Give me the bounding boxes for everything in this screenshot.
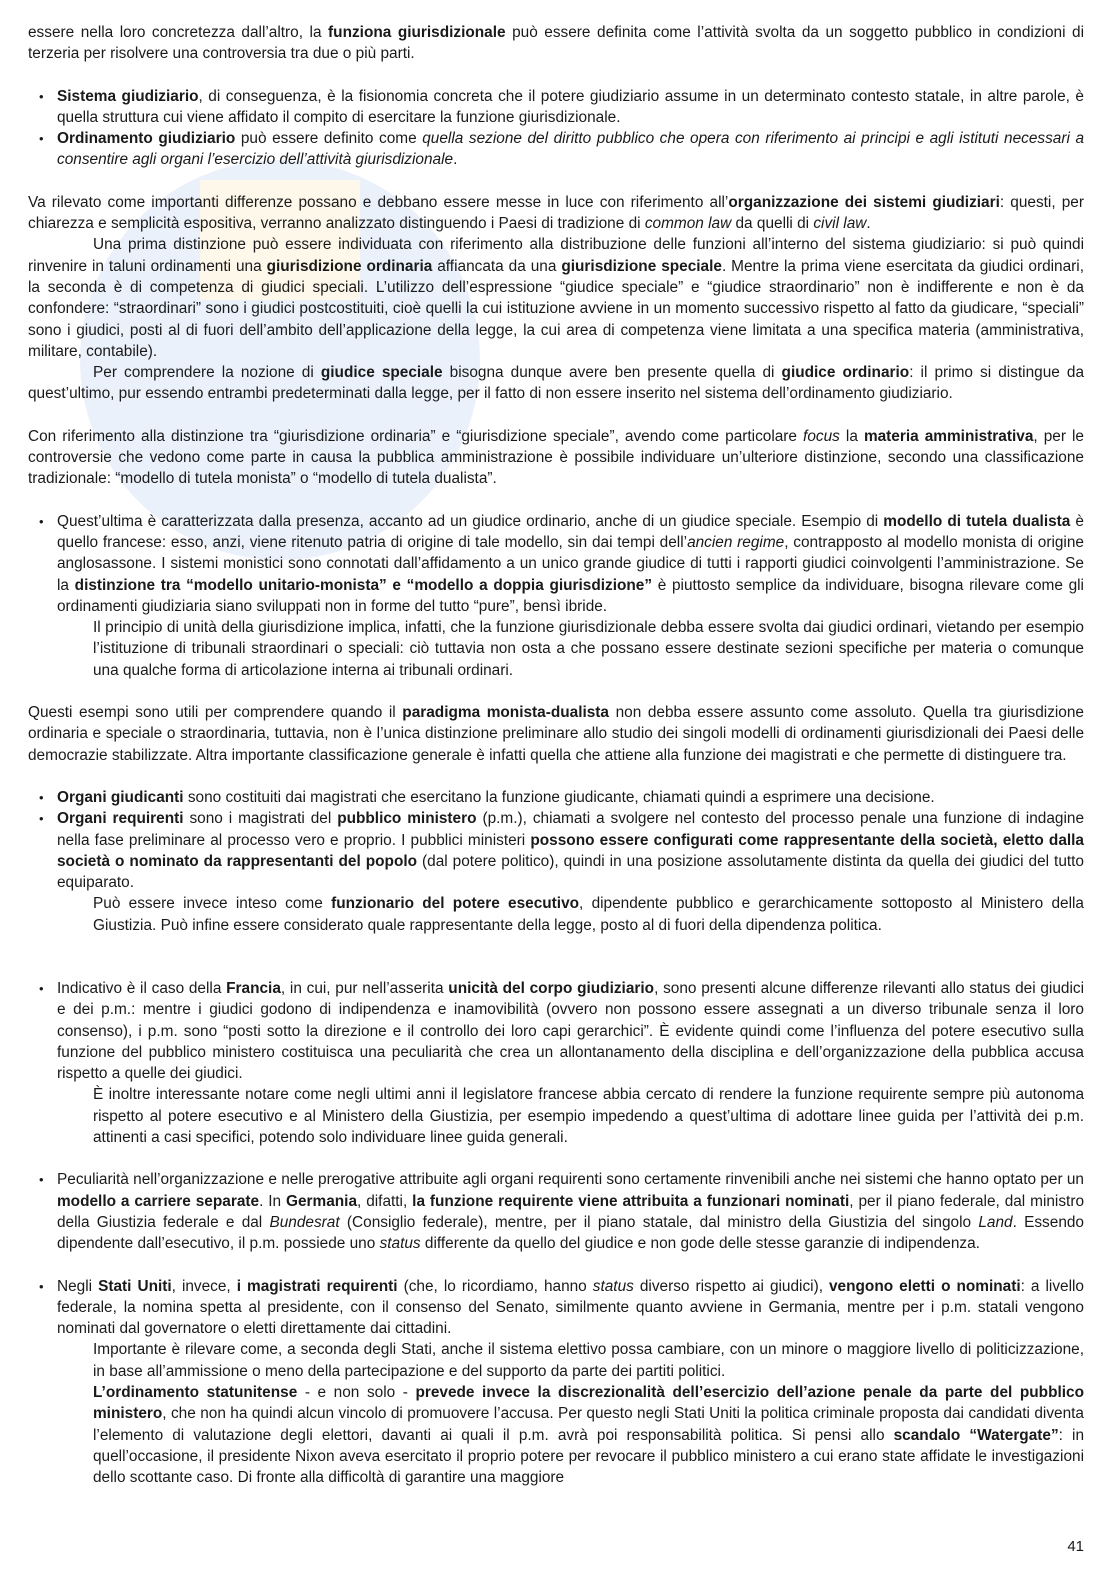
bold-text: Ordinamento giudiziario: [57, 130, 236, 148]
list-item: • Indicativo è il caso della Francia, in cui, pur nell’asserita unicità del corpo giudiziario, sono presenti alcune differenze rilevanti allo status dei giudici e dei p.m.: mentre i giudici godono di indipendenza e inamovibilità (ovvero non possono essere assegnati a un diverso tribunale senza il loro consenso), i p.m. sono “posti sotto la direzione e il controllo dei loro capi gerarchici”. È evidente quindi come l’influenza del potere esecutivo sulla funzione del pubblico ministero costituisca una peculiarità che crea un allontanamento della disciplina e dell’organizzazione della pubblica accusa rispetto a quelle dei giudici.: [39, 979, 1084, 1083]
bold-text: materia amministrativa: [863, 427, 1034, 445]
intro-paragraph: essere nella loro concretezza dall’altro, la funziona giurisdizionale può essere definita come l’attività svolta da un soggetto pubblico in condizioni di terzeria per risolvere una controversia tra due o più parti.: [28, 24, 1084, 63]
germania-list: [28, 1169, 1084, 1254]
bold-text: scandalo “Watergate”: [893, 1426, 1059, 1444]
bullet-icon: •: [39, 88, 44, 104]
italic-text: Bundesrat: [269, 1213, 340, 1231]
bold-text: pubblico ministero: [337, 810, 477, 828]
paragraph-paradigma: Questi esempi sono utili per comprendere quando il paradigma monista-dualista non debba essere assunto come assoluto. Quella tra giurisdizione ordinaria e speciale o straordinaria, tuttavia, non è l’unica distinzione preliminare allo studio dei singoli modelli di ordinamenti giurisdizionali dei Paesi delle democrazie stabilizzate. Altra importante classificazione generale è infatti quella che attiene alla funzione dei magistrati e che permette di distinguere tra.: [28, 704, 1084, 764]
italic-text: status: [379, 1235, 421, 1253]
organi-list: [28, 787, 1084, 893]
italic-text: ancien regime: [687, 533, 785, 551]
sub-paragraph-francia: È inoltre interessante notare come negli ultimi anni il legislatore francese abbia cercato di rendere la funzione requirente sempre più autonoma rispetto al potere esecutivo e al Ministero della Giustizia, per esempio impedendo a quest’ultima di adottare linee guida per l’attività dei p.m. attinenti a casi specifici, potendo solo individuare linee guida generali.: [93, 1086, 1084, 1147]
bold-text: giudice speciale: [320, 364, 443, 382]
bold-text: modello a carriere separate: [57, 1192, 260, 1210]
bullet-icon: •: [39, 789, 44, 805]
bold-text: vengono eletti o nominati: [829, 1277, 1021, 1295]
bold-text: Germania: [286, 1192, 358, 1210]
italic-text: civil law: [813, 215, 867, 233]
list-item: • Ordinamento giudiziario può essere definito come quella sezione del diritto pubblico che opera con riferimento ai principi e agli istituti necessari a consentire agli organi l’esercizio dell’attività giurisdizionale.: [39, 130, 1085, 169]
paragraph-materia-amministrativa: Con riferimento alla distinzione tra “giurisdizione ordinaria” e “giurisdizione speciale”, avendo come particolare focus la materia amministrativa, per le controversie che vedono come parte in causa la pubblica amministrazione è possibile individuare un’ulteriore distinzione, secondo una classificazione tradizionale: “modello di tutela monista” o “modello di tutela dualista”.: [28, 427, 1084, 488]
italic-text: quella sezione del diritto pubblico che opera con riferimento ai principi e agli istituti necessari a consentire agli organi l’esercizio dell’attività giurisdizionale: [57, 130, 1085, 169]
list-item: • Sistema giudiziario, di conseguenza, è la fisionomia concreta che il potere giudiziario assume in un determinato contesto statale, in altre parole, è quella struttura cui viene affidato il compito di esercitare la funzione giurisdizionale.: [39, 87, 1084, 126]
bold-text: Organi giudicanti: [57, 788, 184, 806]
bold-text: paradigma monista-dualista: [402, 704, 609, 722]
document-page: [28, 22, 1084, 1489]
bold-text: modello di tutela dualista: [883, 512, 1071, 530]
bold-text: funziona giurisdizionale: [328, 24, 506, 41]
list-item: • Negli Stati Uniti, invece, i magistrati requirenti (che, lo ricordiamo, hanno status diverso rispetto ai giudici), vengono eletti o nominati: a livello federale, la nomina spetta al presidente, con il consenso del Senato, similmente quanto avviene in Germania, mentre per i p.m. statali vengono nominati dal governatore o eletti direttamente dai cittadini.: [39, 1277, 1084, 1338]
paragraph-distinzione: Una prima distinzione può essere individuata con riferimento alla distribuzione delle funzioni all’interno del sistema giudiziario: si può quindi rinvenire in taluni ordinamenti una giurisdizione ordinaria affiancata da una giurisdizione speciale. Mentre la prima viene esercitata da giudici ordinari, la seconda è di competenza di giudici speciali. L’utilizzo dell’espressione “giudice speciale” e “giudice straordinario” non è indifferente e non è da confondere: “straordinari” sono i giudici postcostituiti, cioè quelli la cui istituzione avviene in un momento successivo rispetto al fatto da giudicare, “speciali” sono i giudici, posti al di fuori dell’ambito dell’applicazione della legge, la cui area di competenza viene limitata a una specifica materia (amministrativa, militare, contabile).: [28, 236, 1084, 360]
italic-text: status: [592, 1277, 634, 1295]
stati-uniti-list: [28, 1276, 1084, 1340]
bold-text: funzionario del potere esecutivo: [331, 895, 580, 913]
italic-text: focus: [803, 427, 840, 445]
list-item: • Organi giudicanti sono costituiti dai magistrati che esercitano la funzione giudicante, chiamati quindi a esprimere una decisione.: [28, 787, 1084, 808]
paragraph-organizzazione: Va rilevato come importanti differenze possano e debbano essere messe in luce con riferimento all’organizzazione dei sistemi giudiziari: questi, per chiarezza e semplicità espositiva, verranno analizzato distinguendo i Paesi di tradizione di common law da quelli di civil law.: [28, 193, 1084, 233]
bold-text: Sistema giudiziario: [57, 87, 199, 105]
bold-text: i magistrati requirenti: [236, 1277, 398, 1295]
bold-text: la funzione requirente viene attribuita a funzionari nominati: [412, 1192, 850, 1210]
bold-text: organizzazione dei sistemi giudiziari: [728, 193, 1000, 211]
list-item: • Organi requirenti sono i magistrati del pubblico ministero (p.m.), chiamati a svolgere nel contesto del processo penale una funzione di indagine nella fase preliminare al processo vero e proprio. I pubblici ministeri possono essere configurati come rappresentante della società, eletto dalla società o nominato da rappresentanti del popolo (dal potere politico), quindi in una posizione assolutamente distinta da quella dei giudici del tutto equiparato.: [39, 810, 1084, 892]
bold-text: unicità del corpo giudiziario: [448, 979, 655, 997]
page-number: 41: [1067, 1538, 1084, 1555]
bold-text: giudice ordinario: [781, 364, 910, 382]
bold-text: L’ordinamento statunitense: [93, 1384, 298, 1402]
dualista-list: [28, 511, 1084, 617]
bullet-icon: •: [39, 980, 44, 996]
bullet-icon: •: [39, 1172, 44, 1188]
bold-text: prevede invece la discrezionalità dell’esercizio dell’azione penale da parte del pubblico ministero: [93, 1384, 1084, 1423]
bold-text: Francia: [226, 979, 281, 997]
paragraph-giudice-speciale: Per comprendere la nozione di giudice speciale bisogna dunque avere ben presente quella di giudice ordinario: il primo si distingue da quest’ultimo, pur essendo entrambi predeterminati dalla legge, per il fatto di non essere inserito nel sistema dell’ordinamento giudiziario.: [28, 364, 1084, 403]
italic-text: Land: [978, 1213, 1013, 1231]
bold-text: Organi requirenti: [57, 810, 184, 828]
definitions-list: [28, 86, 1084, 171]
sub-paragraph-watergate: L’ordinamento statunitense - e non solo - prevede invece la discrezionalità dell’esercizio dell’azione penale da parte del pubblico ministero, che non ha quindi alcun vincolo di promuovere l’accusa. Per questo negli Stati Uniti la politica criminale proposta dai candidati diventa l’elemento di valutazione degli elettori, davanti ai quali il p.m. avrà poi responsabilità politica. Si pensi allo scandalo “Watergate”: in quell’occasione, il presidente Nixon aveva esercitato il proprio potere per revocare il pubblico ministero a cui erano state affidate le investigazioni dello scottante caso. Di fronte alla difficoltà di garantire una maggiore: [93, 1384, 1085, 1487]
bullet-icon: •: [39, 513, 44, 529]
bold-text: Stati Uniti: [98, 1277, 172, 1295]
francia-list: [28, 978, 1084, 1084]
bold-text: distinzione tra “modello unitario-monista” e “modello a doppia giurisdizione”: [74, 576, 653, 594]
sub-paragraph-unita: Il principio di unità della giurisdizione implica, infatti, che la funzione giurisdizionale debba essere svolta dai giudici ordinari, vietando per esempio l’istituzione di tribunali straordinari o speciali: ciò tuttavia non osta a che possano essere destinate sezioni specifiche per materia o comunque una qualche forma di articolazione interna ai tribunali ordinari.: [93, 619, 1084, 679]
list-item: • Peculiarità nell’organizzazione e nelle prerogative attribuite agli organi requirenti sono certamente rinvenibili anche nei sistemi che hanno optato per un modello a carriere separate. In Germania, difatti, la funzione requirente viene attribuita a funzionari nominati, per il piano federale, dal ministro della Giustizia federale e dal Bundesrat (Consiglio federale), mentre, per il piano statale, dal ministro della Giustizia del singolo Land. Essendo dipendente dall’esecutivo, il p.m. possiede uno status differente da quello del giudice e non gode delle stesse garanzie di indipendenza.: [39, 1171, 1085, 1253]
bold-text: giurisdizione speciale: [561, 257, 722, 275]
list-item: • Quest’ultima è caratterizzata dalla presenza, accanto ad un giudice ordinario, anche di un giudice speciale. Esempio di modello di tutela dualista è quello francese: esso, anzi, viene ritenuto patria di origine di tale modello, sin dai tempi dell’ancien regime, contrapposto al modello monista di origine anglosassone. I sistemi monistici sono connotati dall’affidamento a un unico grande giudice di tutti i rapporti giudici coinvolgenti l’amministrazione. Se la distinzione tra “modello unitario-monista” e “modello a doppia giurisdizione” è piuttosto semplice da individuare, bisogna rilevare come gli ordinamenti giudiziaria siano sviluppati non in forme del tutto “pure”, bensì ibride.: [39, 512, 1084, 615]
sub-paragraph-sistema-elettivo: Importante è rilevare come, a seconda degli Stati, anche il sistema elettivo possa cambiare, con un minore o maggiore livello di politicizzazione, in base all’ammissione o meno della partecipazione e del supporto da parte dei partiti politici.: [93, 1341, 1084, 1380]
italic-text: common law: [644, 215, 732, 233]
bold-text: giurisdizione ordinaria: [266, 257, 433, 275]
bullet-icon: •: [39, 811, 44, 827]
bullet-icon: •: [39, 1278, 44, 1294]
bold-text: possono essere configurati come rappresentante della società, eletto dalla società o nominato da rappresentanti del popolo: [57, 831, 1084, 870]
sub-paragraph-funzionario: Può essere invece inteso come funzionario del potere esecutivo, dipendente pubblico e gerarchicamente sottoposto al Ministero della Giustizia. Può infine essere considerato quale rappresentante della legge, posto al di fuori della dipendenza politica.: [93, 895, 1084, 934]
bullet-icon: •: [39, 131, 44, 147]
